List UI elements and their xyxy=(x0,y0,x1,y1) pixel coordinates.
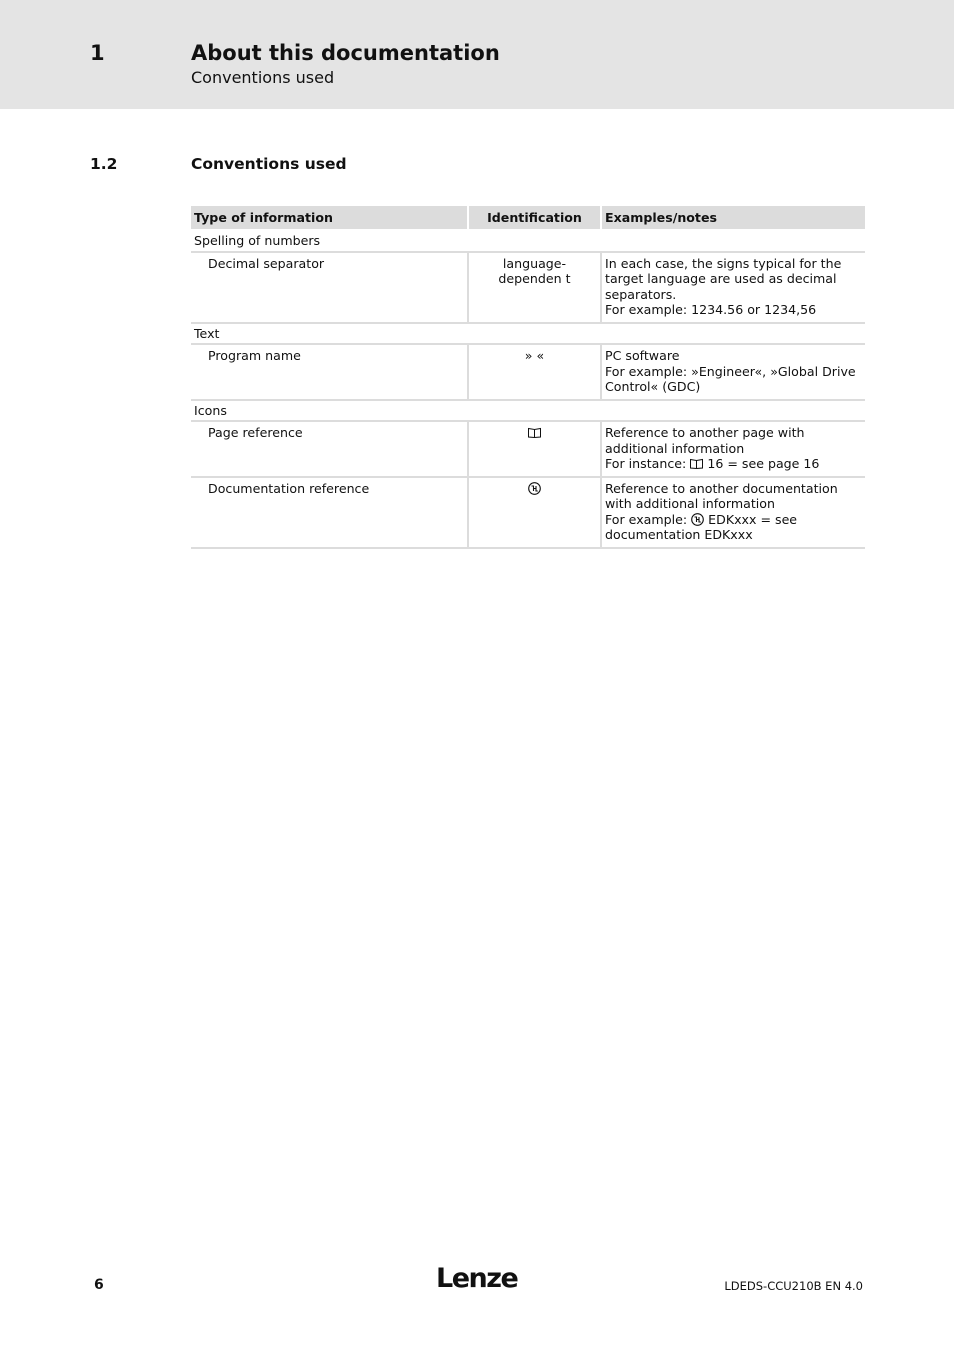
row-identification: » « xyxy=(468,344,601,400)
page-number: 6 xyxy=(94,1277,104,1293)
document-id: LDEDS-CCU210B EN 4.0 xyxy=(724,1279,863,1293)
note-suffix: 16 = see page 16 xyxy=(707,456,820,471)
note-line: In each case, the signs typical for the target language are used as decimal separators. xyxy=(605,255,842,302)
row-name: Decimal separator xyxy=(191,252,468,323)
note-line xyxy=(605,456,862,472)
conventions-table xyxy=(191,206,865,549)
note-prefix: For instance: xyxy=(605,456,687,471)
row-notes xyxy=(601,252,865,323)
chapter-title: About this documentation xyxy=(191,41,500,65)
row-notes xyxy=(601,421,865,477)
header-identification: Identification xyxy=(468,206,601,230)
documentation-reference-icon xyxy=(528,482,541,495)
group-label: Spelling of numbers xyxy=(191,230,865,252)
group-row-text xyxy=(191,323,865,345)
group-row-icons xyxy=(191,400,865,422)
chapter-number: 1 xyxy=(90,41,105,65)
row-notes xyxy=(601,344,865,400)
row-name: Page reference xyxy=(191,421,468,477)
book-icon xyxy=(690,458,703,469)
header-examples: Examples/notes xyxy=(601,206,865,230)
table-row xyxy=(191,421,865,477)
lenze-logo: Lenze xyxy=(436,1263,518,1294)
table-header-row xyxy=(191,206,865,230)
row-identification xyxy=(468,477,601,548)
note-line: PC software xyxy=(605,348,680,363)
header-type: Type of information xyxy=(191,206,468,230)
section-number: 1.2 xyxy=(90,155,118,173)
group-label: Icons xyxy=(191,400,865,422)
group-label: Text xyxy=(191,323,865,345)
table-row xyxy=(191,477,865,548)
note-line: For example: »Engineer«, »Global Drive Control« (GDC) xyxy=(605,363,856,394)
group-row-numbers xyxy=(191,230,865,252)
section-title: Conventions used xyxy=(191,155,347,173)
note-prefix: For example: xyxy=(605,511,688,527)
note-line xyxy=(605,512,862,543)
row-notes xyxy=(601,477,865,548)
table-row xyxy=(191,252,865,323)
row-identification xyxy=(468,421,601,477)
note-line: Reference to another documentation with additional information xyxy=(605,480,838,511)
chapter-subtitle: Conventions used xyxy=(191,68,335,87)
row-name: Documentation reference xyxy=(191,477,468,548)
table-row xyxy=(191,344,865,400)
row-identification: language-dependen t xyxy=(468,252,601,323)
note-line: For example: 1234.56 or 1234,56 xyxy=(605,302,817,317)
note-suffix: EDKxxx = see documentation EDKxxx xyxy=(605,511,798,542)
documentation-reference-icon xyxy=(691,513,704,526)
row-name: Program name xyxy=(191,344,468,400)
book-icon xyxy=(528,427,541,438)
note-line: Reference to another page with additional information xyxy=(605,425,805,456)
